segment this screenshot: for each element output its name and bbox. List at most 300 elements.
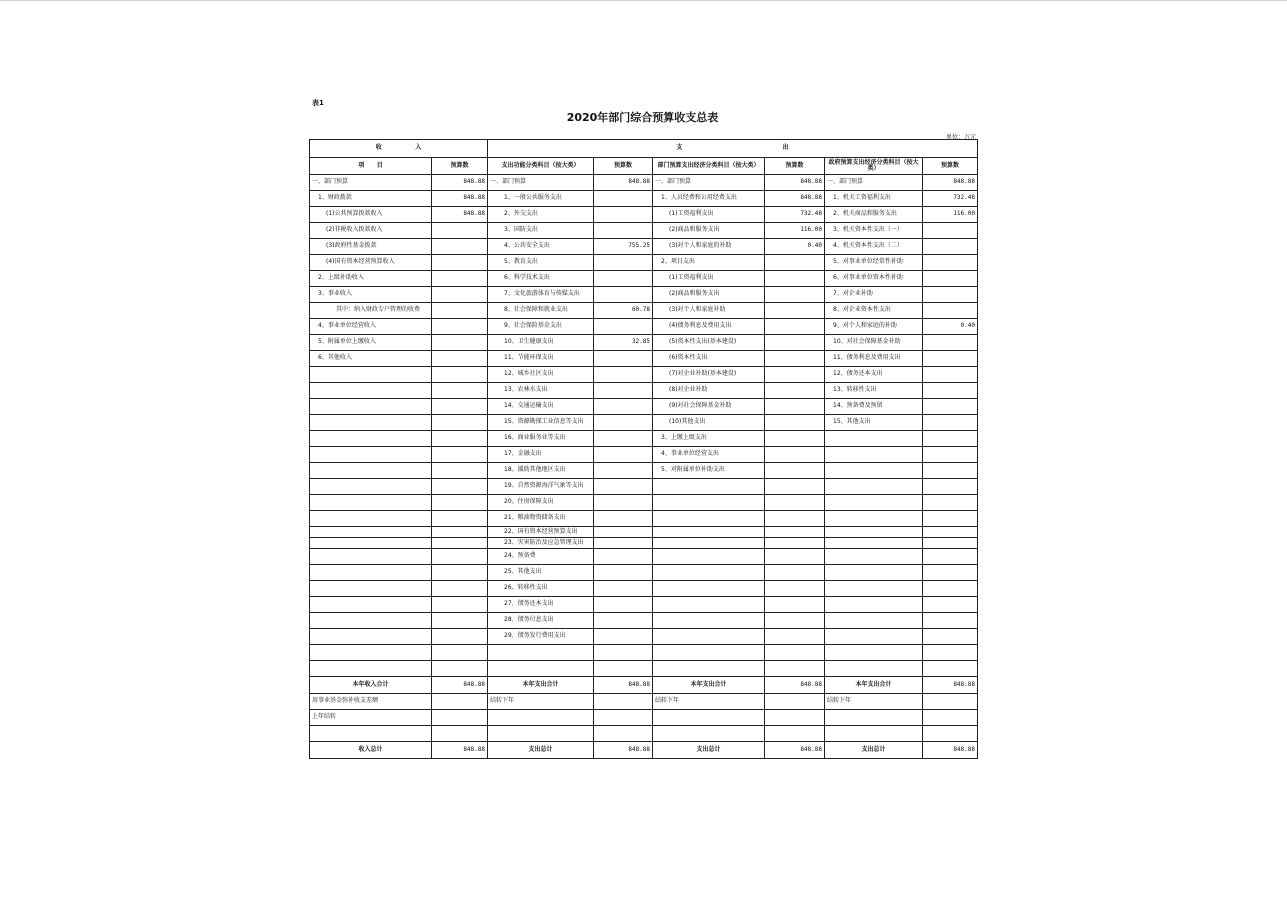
gov-budget	[923, 367, 978, 383]
gov-budget	[923, 287, 978, 303]
func-item: 11、节能环保支出	[488, 351, 594, 367]
gov-budget	[923, 645, 978, 661]
func-item: 28、债务付息支出	[488, 613, 594, 629]
dept-budget	[765, 447, 825, 463]
income-item: 1、财政拨款	[310, 191, 432, 207]
income-header: 收 入	[310, 140, 488, 158]
income-item: 5、附属单位上缴收入	[310, 335, 432, 351]
year-income-label: 本年收入合计	[310, 677, 432, 694]
income-budget	[432, 479, 488, 495]
table-row	[310, 367, 978, 383]
table-row	[310, 415, 978, 431]
income-item	[310, 399, 432, 415]
func-budget	[594, 645, 653, 661]
func-item: 22、国有资本经营预算支出	[488, 527, 594, 538]
income-budget	[432, 549, 488, 565]
table-row	[310, 549, 978, 565]
income-budget	[432, 495, 488, 511]
gov-item: 6、对事业单位资本性补助	[825, 271, 923, 287]
func-budget	[594, 538, 653, 549]
dept-item	[653, 549, 765, 565]
gov-budget	[923, 399, 978, 415]
func-budget	[594, 447, 653, 463]
dept-budget	[765, 527, 825, 538]
table-row	[310, 255, 978, 271]
income-item	[310, 479, 432, 495]
income-item	[310, 383, 432, 399]
dept-budget: 848.88	[765, 191, 825, 207]
surplus-label: 用事业基金弥补收支差额	[310, 694, 432, 710]
dept-budget	[765, 581, 825, 597]
income-budget: 848.88	[432, 175, 488, 191]
blank-row	[310, 726, 978, 742]
func-item: 14、交通运输支出	[488, 399, 594, 415]
gov-budget	[923, 629, 978, 645]
dept-item: 5、对附属单位补助支出	[653, 463, 765, 479]
gov-budget: 0.40	[923, 319, 978, 335]
table-row	[310, 271, 978, 287]
income-budget	[432, 287, 488, 303]
table-row	[310, 303, 978, 319]
income-item	[310, 495, 432, 511]
gov-item	[825, 511, 923, 527]
dept-item	[653, 645, 765, 661]
func-budget	[594, 223, 653, 239]
year-income-value: 848.88	[432, 677, 488, 694]
income-item	[310, 415, 432, 431]
dept-budget	[765, 463, 825, 479]
gov-budget	[923, 495, 978, 511]
dept-item	[653, 597, 765, 613]
dept-item: 一、部门预算	[653, 175, 765, 191]
dept-item: 4、事业单位经营支出	[653, 447, 765, 463]
income-item	[310, 597, 432, 613]
dept-item: (5)资本性支出(基本建设)	[653, 335, 765, 351]
page-title: 2020年部门综合预算收支总表	[566, 111, 719, 124]
gov-item	[825, 431, 923, 447]
func-budget	[594, 415, 653, 431]
income-item: (1)公共预算拨款收入	[310, 207, 432, 223]
income-item	[310, 431, 432, 447]
col-header-gov-econ-category: 政府预算支出经济分类科目（按大类）	[825, 158, 923, 175]
income-budget	[432, 303, 488, 319]
dept-item: (1)工资福利支出	[653, 271, 765, 287]
income-budget: 848.88	[432, 191, 488, 207]
table-row	[310, 175, 978, 191]
income-budget	[432, 463, 488, 479]
table-row	[310, 239, 978, 255]
income-budget	[432, 447, 488, 463]
expense-total-label-func: 支出总计	[488, 742, 594, 759]
func-item: 12、城乡社区支出	[488, 367, 594, 383]
dept-item	[653, 629, 765, 645]
gov-item: 3、机关资本性支出（一）	[825, 223, 923, 239]
table-row	[310, 527, 978, 538]
income-item	[310, 527, 432, 538]
expense-total-value-func: 848.88	[594, 742, 653, 759]
gov-item: 9、对个人和家庭的补助	[825, 319, 923, 335]
income-item	[310, 549, 432, 565]
year-expense-value-func: 848.88	[594, 677, 653, 694]
col-header-budget-income: 预算数	[432, 158, 488, 175]
dept-budget	[765, 613, 825, 629]
dept-budget	[765, 351, 825, 367]
year-total-row	[310, 677, 978, 694]
income-budget	[432, 271, 488, 287]
dept-budget	[765, 271, 825, 287]
table-row	[310, 383, 978, 399]
dept-budget	[765, 495, 825, 511]
year-expense-value-dept: 848.88	[765, 677, 825, 694]
table-row	[310, 479, 978, 495]
func-budget	[594, 661, 653, 677]
gov-budget	[923, 351, 978, 367]
gov-budget	[923, 527, 978, 538]
func-item: 17、金融支出	[488, 447, 594, 463]
gov-item: 13、转移性支出	[825, 383, 923, 399]
expense-total-label-gov: 支出总计	[825, 742, 923, 759]
dept-budget	[765, 431, 825, 447]
income-item: 一、部门预算	[310, 175, 432, 191]
budget-summary-table	[309, 139, 978, 759]
dept-budget	[765, 549, 825, 565]
col-header-func-category: 支出功能分类科目（按大类）	[488, 158, 594, 175]
func-budget: 848.88	[594, 175, 653, 191]
dept-budget	[765, 367, 825, 383]
income-item: (2)非税收入拨款收入	[310, 223, 432, 239]
gov-budget	[923, 565, 978, 581]
income-item	[310, 538, 432, 549]
func-item: 18、援助其他地区支出	[488, 463, 594, 479]
dept-item: (9)对社会保障基金补助	[653, 399, 765, 415]
gov-item: 1、机关工资福利支出	[825, 191, 923, 207]
income-budget	[432, 613, 488, 629]
last-year-row	[310, 710, 978, 726]
gov-item	[825, 597, 923, 613]
gov-item	[825, 661, 923, 677]
gov-budget: 848.88	[923, 175, 978, 191]
last-year-label: 上年结转	[310, 710, 432, 726]
gov-item: 15、其他支出	[825, 415, 923, 431]
dept-budget	[765, 287, 825, 303]
income-budget	[432, 367, 488, 383]
gov-item: 8、对企业资本性支出	[825, 303, 923, 319]
table-row	[310, 597, 978, 613]
gov-budget	[923, 597, 978, 613]
dept-budget	[765, 399, 825, 415]
year-expense-label-func: 本年支出合计	[488, 677, 594, 694]
gov-budget	[923, 239, 978, 255]
func-budget	[594, 255, 653, 271]
func-budget	[594, 351, 653, 367]
income-budget	[432, 255, 488, 271]
col-header-budget-func: 预算数	[594, 158, 653, 175]
income-budget	[432, 538, 488, 549]
gov-item	[825, 479, 923, 495]
income-budget	[432, 629, 488, 645]
func-item: 1、一般公共服务支出	[488, 191, 594, 207]
gov-item	[825, 447, 923, 463]
gov-budget	[923, 223, 978, 239]
dept-item: (3)对个人和家庭补助	[653, 303, 765, 319]
surplus-value	[432, 694, 488, 710]
income-item	[310, 463, 432, 479]
gov-budget	[923, 581, 978, 597]
func-item: 19、自然资源海洋气象等支出	[488, 479, 594, 495]
income-budget: 848.88	[432, 207, 488, 223]
dept-item: (4)债务利息及费用支出	[653, 319, 765, 335]
table-row	[310, 335, 978, 351]
dept-item	[653, 511, 765, 527]
carry-next-gov-value	[923, 694, 978, 710]
table-row	[310, 511, 978, 527]
expense-header: 支 出	[488, 140, 978, 158]
table-row	[310, 223, 978, 239]
dept-budget	[765, 303, 825, 319]
income-total-value: 848.88	[432, 742, 488, 759]
func-budget	[594, 527, 653, 538]
table-row	[310, 581, 978, 597]
dept-budget	[765, 597, 825, 613]
income-item	[310, 447, 432, 463]
carry-next-dept: 结转下年	[653, 694, 765, 710]
func-budget	[594, 431, 653, 447]
table-row	[310, 191, 978, 207]
func-item	[488, 661, 594, 677]
col-header-dept-econ-category: 部门预算支出经济分类科目（按大类）	[653, 158, 765, 175]
income-item: 6、其他收入	[310, 351, 432, 367]
income-budget	[432, 415, 488, 431]
expense-total-value-dept: 848.88	[765, 742, 825, 759]
dept-item	[653, 495, 765, 511]
func-budget	[594, 495, 653, 511]
dept-budget	[765, 479, 825, 495]
income-item: 2、上级补助收入	[310, 271, 432, 287]
func-item: 3、国防支出	[488, 223, 594, 239]
dept-budget	[765, 383, 825, 399]
table-row	[310, 661, 978, 677]
income-total-label: 收入总计	[310, 742, 432, 759]
col-header-budget-dept: 预算数	[765, 158, 825, 175]
col-header-item: 项 目	[310, 158, 432, 175]
gov-budget	[923, 538, 978, 549]
gov-budget	[923, 479, 978, 495]
gov-item: 12、债务还本支出	[825, 367, 923, 383]
dept-item	[653, 613, 765, 629]
year-expense-value-gov: 848.88	[923, 677, 978, 694]
dept-item	[653, 661, 765, 677]
func-budget	[594, 207, 653, 223]
income-item: (4)国有资本经营预算收入	[310, 255, 432, 271]
gov-item	[825, 565, 923, 581]
gov-budget	[923, 431, 978, 447]
gov-budget: 116.00	[923, 207, 978, 223]
gov-item	[825, 549, 923, 565]
income-budget	[432, 351, 488, 367]
func-item: 6、科学技术支出	[488, 271, 594, 287]
func-budget	[594, 479, 653, 495]
table-row	[310, 613, 978, 629]
func-item: 23、灾害防治及应急管理支出	[488, 538, 594, 549]
expense-total-label-dept: 支出总计	[653, 742, 765, 759]
dept-budget: 116.00	[765, 223, 825, 239]
dept-budget	[765, 415, 825, 431]
carry-next-gov: 结转下年	[825, 694, 923, 710]
table-row	[310, 645, 978, 661]
dept-item	[653, 565, 765, 581]
gov-budget	[923, 511, 978, 527]
gov-item: 10、对社会保障基金补助	[825, 335, 923, 351]
func-item: 13、农林水支出	[488, 383, 594, 399]
func-item	[488, 645, 594, 661]
func-budget	[594, 319, 653, 335]
table-row	[310, 399, 978, 415]
func-item: 27、债务还本支出	[488, 597, 594, 613]
dept-budget: 0.40	[765, 239, 825, 255]
dept-item: 1、人员经费和公用经费支出	[653, 191, 765, 207]
gov-budget	[923, 335, 978, 351]
gov-budget	[923, 447, 978, 463]
func-budget	[594, 565, 653, 581]
func-item: 16、商业服务业等支出	[488, 431, 594, 447]
dept-budget: 848.88	[765, 175, 825, 191]
income-budget	[432, 645, 488, 661]
gov-budget	[923, 463, 978, 479]
income-item	[310, 565, 432, 581]
income-item: 其中：纳入财政专户管理的收费	[310, 303, 432, 319]
func-budget	[594, 287, 653, 303]
func-budget	[594, 629, 653, 645]
expense-total-value-gov: 848.88	[923, 742, 978, 759]
table-row	[310, 319, 978, 335]
func-item: 5、教育支出	[488, 255, 594, 271]
table-row	[310, 463, 978, 479]
func-budget	[594, 191, 653, 207]
table-row	[310, 565, 978, 581]
income-item: (3)政府性基金拨款	[310, 239, 432, 255]
income-budget	[432, 431, 488, 447]
table-row	[310, 447, 978, 463]
table-row	[310, 431, 978, 447]
income-budget	[432, 239, 488, 255]
func-item: 24、预备费	[488, 549, 594, 565]
func-item: 29、债务发行费用支出	[488, 629, 594, 645]
income-budget	[432, 319, 488, 335]
table-row	[310, 351, 978, 367]
income-item	[310, 581, 432, 597]
func-budget: 32.85	[594, 335, 653, 351]
table-row	[310, 538, 978, 549]
income-item: 4、事业单位经营收入	[310, 319, 432, 335]
func-budget	[594, 463, 653, 479]
header-row-columns	[310, 158, 978, 175]
func-item: 20、住房保障支出	[488, 495, 594, 511]
dept-item: 3、上缴上级支出	[653, 431, 765, 447]
income-item	[310, 511, 432, 527]
dept-item	[653, 538, 765, 549]
income-budget	[432, 661, 488, 677]
gov-item	[825, 581, 923, 597]
func-budget: 755.25	[594, 239, 653, 255]
gov-item: 7、对企业补助	[825, 287, 923, 303]
func-budget	[594, 383, 653, 399]
dept-budget	[765, 565, 825, 581]
gov-budget	[923, 415, 978, 431]
dept-item	[653, 479, 765, 495]
income-budget	[432, 399, 488, 415]
table-number-note: 表1	[312, 99, 324, 107]
gov-item	[825, 645, 923, 661]
dept-item: (1)工资福利支出	[653, 207, 765, 223]
col-header-budget-gov: 预算数	[923, 158, 978, 175]
income-item	[310, 629, 432, 645]
func-item: 8、社会保障和就业支出	[488, 303, 594, 319]
dept-budget	[765, 511, 825, 527]
income-budget	[432, 527, 488, 538]
income-budget	[432, 565, 488, 581]
gov-item: 2、机关商品和服务支出	[825, 207, 923, 223]
income-item	[310, 661, 432, 677]
gov-item: 4、机关资本性支出（二）	[825, 239, 923, 255]
dept-budget	[765, 538, 825, 549]
func-budget	[594, 271, 653, 287]
dept-item: (8)对企业补助	[653, 383, 765, 399]
gov-budget	[923, 661, 978, 677]
func-item: 4、公共安全支出	[488, 239, 594, 255]
func-budget	[594, 549, 653, 565]
dept-item	[653, 527, 765, 538]
gov-item	[825, 538, 923, 549]
func-budget	[594, 367, 653, 383]
income-item	[310, 613, 432, 629]
func-item: 一、部门预算	[488, 175, 594, 191]
income-budget	[432, 581, 488, 597]
year-expense-label-dept: 本年支出合计	[653, 677, 765, 694]
income-budget	[432, 335, 488, 351]
dept-item	[653, 581, 765, 597]
func-budget	[594, 399, 653, 415]
carry-next-dept-value	[765, 694, 825, 710]
dept-budget	[765, 661, 825, 677]
func-budget	[594, 511, 653, 527]
income-item	[310, 367, 432, 383]
gov-budget: 732.48	[923, 191, 978, 207]
func-budget	[594, 613, 653, 629]
gov-budget	[923, 383, 978, 399]
gov-item: 一、部门预算	[825, 175, 923, 191]
table-row	[310, 207, 978, 223]
gov-budget	[923, 303, 978, 319]
func-item: 7、文化旅游体育与传媒支出	[488, 287, 594, 303]
func-budget	[594, 597, 653, 613]
gov-item	[825, 495, 923, 511]
gov-budget	[923, 613, 978, 629]
dept-budget	[765, 335, 825, 351]
income-budget	[432, 383, 488, 399]
func-item: 26、转移性支出	[488, 581, 594, 597]
unit-label: 单位：万元	[945, 134, 976, 141]
dept-item: (10)其他支出	[653, 415, 765, 431]
func-budget: 60.78	[594, 303, 653, 319]
dept-item: (7)对企业补助(基本建设)	[653, 367, 765, 383]
carry-next-func-value	[594, 694, 653, 710]
dept-budget	[765, 629, 825, 645]
gov-budget	[923, 549, 978, 565]
table-row	[310, 495, 978, 511]
gov-item	[825, 613, 923, 629]
gov-item: 14、预备费及预留	[825, 399, 923, 415]
gov-item	[825, 629, 923, 645]
